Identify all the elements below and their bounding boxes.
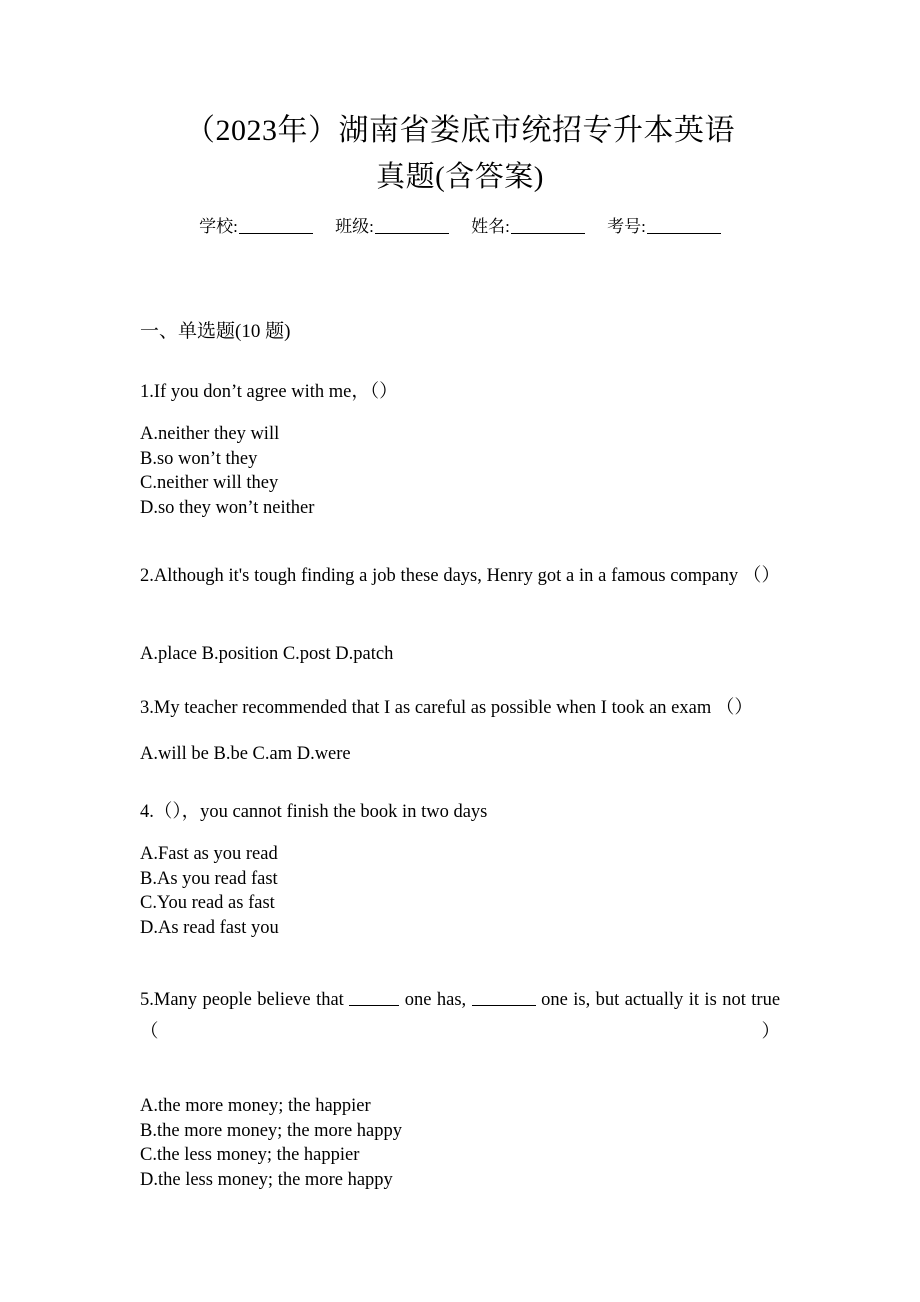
info-blank-exam-number[interactable] (647, 218, 721, 234)
info-label-exam-number: 考号: (607, 217, 646, 236)
question-3-options[interactable]: A.will be B.be C.am D.were (140, 744, 351, 764)
question-1-option-b[interactable]: B.so won’t they (140, 448, 258, 469)
info-field-exam-number (607, 214, 721, 240)
question-3 (140, 692, 780, 770)
info-blank-school[interactable] (239, 218, 313, 234)
question-5 (140, 984, 780, 1192)
question-4-option-a[interactable]: A.Fast as you read (140, 844, 278, 864)
question-2-stem: 2.Although it's tough finding a job these days, Henry got a in a famous company （） (140, 566, 780, 586)
student-info-line (140, 214, 780, 240)
page-title-line-2: 真题(含答案) (376, 161, 544, 193)
question-5-blank-2[interactable] (472, 991, 536, 1006)
info-label-class: 班级: (335, 217, 374, 236)
question-5-stem (140, 984, 780, 1080)
question-5-stem-part-2: one has, (404, 990, 467, 1010)
question-1-option-a[interactable]: A.neither they will (140, 424, 280, 444)
page-title-line-1: （2023年）湖南省娄底市统招专升本英语 (185, 114, 735, 147)
question-2 (140, 560, 780, 670)
question-5-option-b[interactable]: B.the more money; the more happy (140, 1120, 403, 1141)
page-title (140, 108, 780, 200)
question-4-options (140, 842, 780, 940)
question-3-stem: 3.My teacher recommended that I as careful as possible when I took an exam （） (140, 698, 753, 718)
info-field-class (335, 214, 449, 240)
question-1-stem: 1.If you don’t agree with me，（） (140, 382, 398, 402)
question-5-option-a[interactable]: A.the more money; the happier (140, 1096, 371, 1116)
question-1-options (140, 422, 780, 520)
question-5-option-c[interactable]: C.the less money; the happier (140, 1145, 360, 1165)
question-1 (140, 376, 780, 520)
question-4-option-b[interactable]: B.As you read fast (140, 868, 278, 889)
question-1-option-d[interactable]: D.so they won’t neither (140, 497, 315, 518)
question-1-option-c[interactable]: C.neither will they (140, 473, 279, 493)
question-4-stem: 4.（），you cannot finish the book in two days (140, 802, 488, 822)
question-4-option-d[interactable]: D.As read fast you (140, 917, 279, 938)
info-blank-class[interactable] (375, 218, 449, 234)
info-label-name: 姓名: (471, 217, 510, 236)
question-5-blank-1[interactable] (349, 991, 399, 1006)
info-blank-name[interactable] (511, 218, 585, 234)
question-5-options (140, 1094, 780, 1192)
info-field-school (199, 214, 313, 240)
section-heading-single-choice: 一、单选题(10 题) (140, 321, 291, 342)
question-4-option-c[interactable]: C.You read as fast (140, 893, 275, 913)
question-5-option-d[interactable]: D.the less money; the more happy (140, 1169, 393, 1190)
question-5-stem-part-3: one is, but actually it is not true （） (140, 990, 781, 1042)
question-2-options[interactable]: A.place B.position C.post D.patch (140, 644, 394, 664)
info-label-school: 学校: (199, 217, 238, 236)
info-field-name (471, 214, 585, 240)
question-4 (140, 796, 780, 940)
question-5-stem-part-1: 5.Many people believe that (140, 990, 344, 1010)
document-content (140, 0, 780, 1192)
